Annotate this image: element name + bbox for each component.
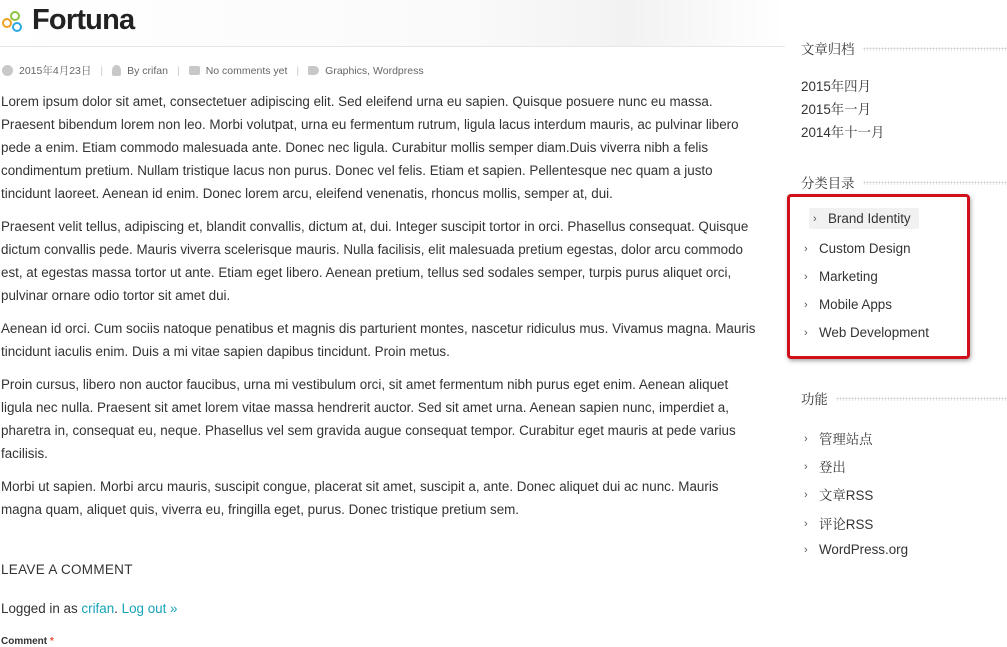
post-author-text[interactable]: By crifan (127, 64, 168, 77)
post-paragraph: Aenean id orci. Cum sociis natoque penatibus et magnis dis parturient montes, nascetur ridiculus mus. Vivamus magna. Mauris tincidunt iaculis enim. Duis a mi vitae sapien dapibus tincidunt. Proin metus. (1, 321, 756, 359)
meta-separator: | (176, 64, 180, 77)
meta-link-comments-rss[interactable] (804, 514, 873, 533)
post-categories (308, 65, 423, 77)
post-date-text[interactable]: 2015年4月23日 (19, 65, 92, 77)
category-label[interactable]: Custom Design (819, 241, 911, 256)
logged-in-prefix: Logged in as (1, 601, 82, 616)
comment-icon (189, 66, 200, 75)
meta-link-label[interactable]: WordPress.org (819, 542, 909, 557)
title-dots-divider (863, 181, 1007, 185)
fortuna-logo-icon (2, 11, 26, 35)
chevron-right-icon: › (813, 212, 817, 225)
post-comments (189, 65, 288, 77)
meta-link-entries-rss[interactable] (804, 485, 873, 504)
widget-title-archives (801, 39, 1007, 58)
chevron-right-icon: › (804, 460, 808, 473)
meta-link-label[interactable]: 登出 (819, 460, 846, 475)
archive-link[interactable]: 2015年一月 (801, 102, 871, 117)
archive-link[interactable]: 2014年十一月 (801, 125, 885, 140)
category-label[interactable]: Marketing (819, 269, 878, 284)
site-title[interactable]: Fortuna (32, 3, 135, 36)
widget-title-categories (801, 173, 1007, 192)
site-logo[interactable] (2, 2, 134, 38)
post-comments-text[interactable]: No comments yet (205, 64, 288, 77)
post-paragraph: Lorem ipsum dolor sit amet, consectetuer adipiscing elit. Sed eleifend urna eu sapien. Quisque posuere nunc eu massa. Praesent bibendum lorem non leo. Morbi volutpat, urna eu fermentum rutrum, ligula lacus interdum mauris, ac pulvinar libero pede a enim. Etiam commodo malesuada ante. Donec nec ligula. Curabitur mollis semper diam.Duis viverra nibh a felis condimentum pretium. Nullam tristique lacus non purus. Donec vel felis. Etiam et sapien. Pellentesque nec quam a justo tincidunt laoreet. Aenean id enim. Donec lorem arcu, eleifend venenatis, rhoncus mollis, semper at, dui. (1, 94, 739, 201)
post-meta (2, 63, 424, 78)
widget-title-meta (801, 389, 1007, 408)
meta-title: 功能 (801, 392, 828, 407)
chevron-right-icon: › (804, 326, 808, 339)
post-paragraph: Morbi ut sapien. Morbi arcu mauris, suscipit congue, placerat sit amet, suscipit a, ante. Donec aliquet dui ac nunc. Mauris magna quam, aliquet quis, viverra eu, fringilla eget, purus. Donec tristique pretium sem. (1, 479, 719, 517)
category-label[interactable]: Mobile Apps (819, 297, 892, 312)
post-categories-text[interactable]: Graphics, Wordpress (325, 64, 424, 77)
category-highlight-box (787, 194, 970, 359)
meta-separator: | (296, 64, 300, 77)
meta-link-label[interactable]: 评论RSS (819, 517, 874, 532)
meta-link-label[interactable]: 管理站点 (819, 432, 873, 447)
logout-link[interactable]: Log out » (121, 601, 178, 616)
chevron-right-icon: › (804, 298, 808, 311)
meta-link-label[interactable]: 文章RSS (819, 488, 874, 503)
tag-icon (308, 66, 319, 75)
user-icon (112, 65, 121, 76)
meta-link-wordpress-org[interactable] (804, 542, 908, 557)
chevron-right-icon: › (804, 517, 808, 530)
comment-field-label (1, 636, 54, 647)
chevron-right-icon: › (804, 432, 808, 445)
title-dots-divider (863, 47, 1007, 51)
archives-title: 文章归档 (801, 42, 855, 57)
meta-link-admin[interactable] (804, 429, 873, 448)
meta-separator: | (100, 64, 104, 77)
post-paragraph: Praesent velit tellus, adipiscing et, blandit convallis, dictum at, dui. Integer suscipit tortor in orci. Phasellus consequat. Quisque dictum convallis pede. Mauris viverra scelerisque mauris. Nulla facilisis, elit malesuada pretium egestas, dolor arcu commodo est, at egestas massa tortor ut ante. Etiam eget libero. Aenean pretium, tellus sed sodales semper, turpis purus aliquet orci, pulvinar ornare odio tortor sit amet dui. (1, 219, 749, 303)
chevron-right-icon: › (804, 242, 808, 255)
post-content (1, 90, 756, 531)
post-date (2, 63, 91, 78)
leave-comment-heading: LEAVE A COMMENT (1, 562, 133, 577)
logged-in-line (1, 601, 178, 616)
chevron-right-icon: › (804, 270, 808, 283)
category-label[interactable]: Brand Identity (828, 211, 911, 226)
post-author (112, 65, 168, 77)
user-profile-link[interactable]: crifan (81, 601, 115, 616)
logged-in-period: . (114, 601, 118, 616)
meta-link-logout[interactable] (804, 457, 846, 476)
category-label[interactable]: Web Development (819, 325, 929, 340)
site-header (0, 0, 785, 47)
required-mark: * (49, 636, 54, 647)
clock-icon (2, 65, 13, 76)
archive-link[interactable]: 2015年四月 (801, 79, 871, 94)
comment-label-text: Comment (1, 636, 48, 647)
categories-title: 分类目录 (801, 176, 855, 191)
post-paragraph: Proin cursus, libero non auctor faucibus, urna mi vestibulum orci, sit amet fermentum nibh purus eget enim. Aenean aliquet ligula nec nulla. Praesent sit amet lorem vitae massa hendrerit auctor. Sed sit amet urna. Aenean sapien nunc, imperdiet a, pharetra in, consequat eu, neque. Phasellus vel sem gravida augue consequat tempor. Curabitur eget mauris at pede varius facilisis. (1, 377, 736, 461)
title-dots-divider (836, 397, 1007, 401)
chevron-right-icon: › (804, 543, 808, 556)
chevron-right-icon: › (804, 488, 808, 501)
